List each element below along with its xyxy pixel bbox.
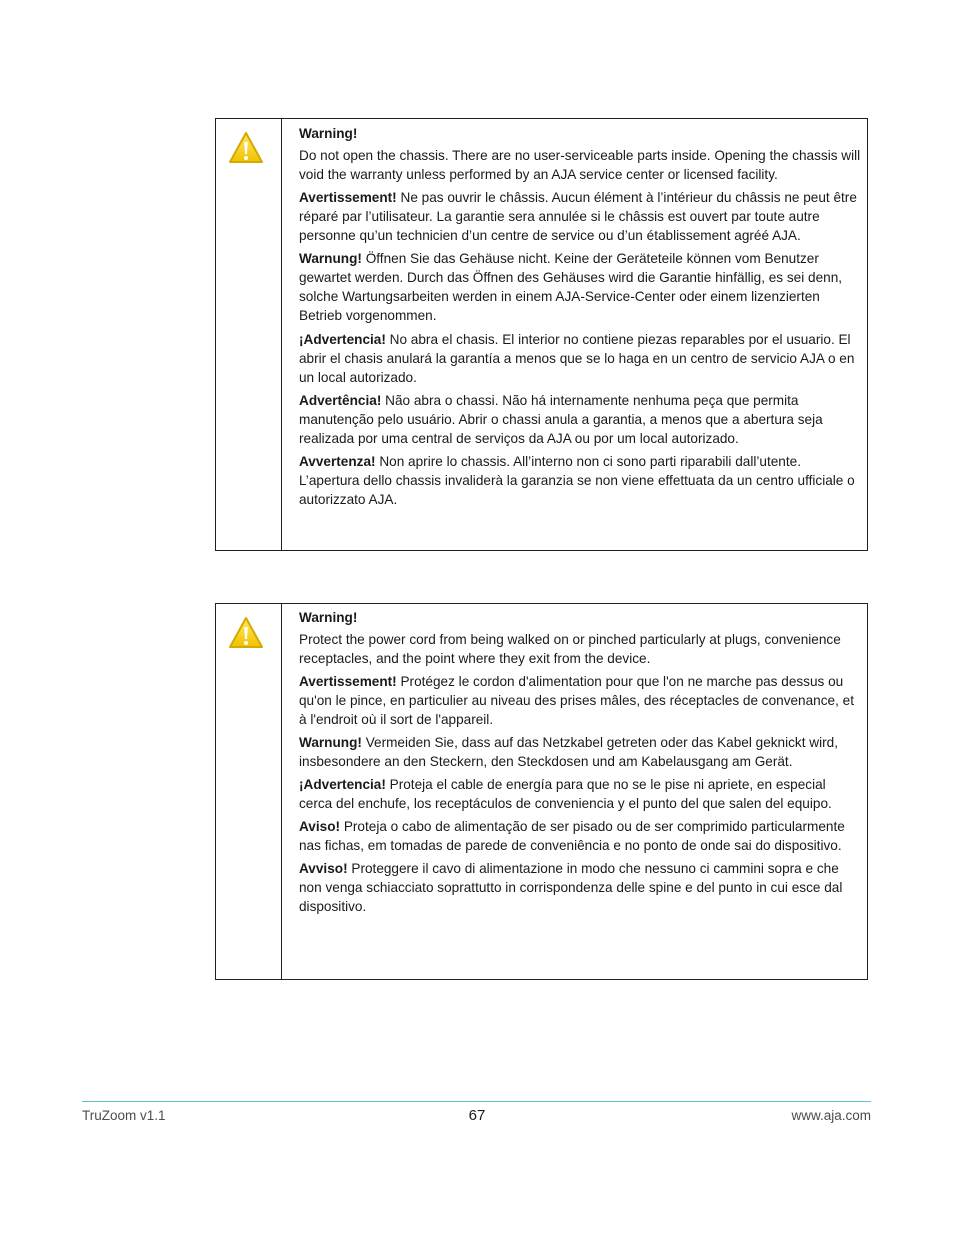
warning-german-paragraph — [299, 249, 861, 325]
footer-product-name: TruZoom v1.1 — [82, 1108, 166, 1123]
warning-german-text: Vermeiden Sie, dass auf das Netzkabel getreten oder das Kabel geknickt wird, insbesondere an den Steckern, den Steckdosen und am Kabelausgang am Gerät. — [299, 734, 838, 769]
warning-text-cell — [282, 119, 867, 550]
warning-portuguese-text: Proteja o cabo de alimentação de ser pisado ou de ser comprimido particularmente nas fichas, em tomadas de parede de conveniência e no ponto de onde sai do dispositivo. — [299, 818, 845, 853]
warning-spanish-paragraph — [299, 330, 861, 387]
warning-icon-cell — [216, 119, 282, 550]
warning-text-cell — [282, 604, 867, 979]
footer-divider — [82, 1101, 871, 1102]
warning-box-chassis — [215, 118, 868, 551]
warning-portuguese-paragraph — [299, 391, 861, 448]
warning-german-label: Warnung! — [299, 251, 362, 267]
warning-italian-label: Avviso! — [299, 860, 348, 876]
footer-page-number: 67 — [468, 1107, 486, 1124]
warning-italian-text: Non aprire lo chassis. All’interno non ci sono parti riparabili dall’utente. L’apertura dello chassis invaliderà la garanzia se non viene effettuata da un centro ufficiale o autorizzato AJA. — [299, 453, 855, 507]
warning-italian-paragraph — [299, 452, 861, 509]
warning-heading: Warning! — [299, 610, 358, 625]
warning-portuguese-label: Aviso! — [299, 818, 341, 834]
warning-german-text: Öffnen Sie das Gehäuse nicht. Keine der Geräteteile können vom Benutzer gewartet werden. Durch das Öffnen des Gehäuses wird die Garantie hinfällig, es sei denn, solche Wartungsarbeiten werden in einem AJA-Service-Center oder einem lizenzierten Betrieb vorgenommen. — [299, 251, 843, 324]
warning-spanish-paragraph — [299, 776, 861, 814]
warning-triangle-icon — [228, 131, 264, 164]
warning-spanish-label: ¡Advertencia! — [299, 331, 386, 347]
warning-spanish-text: Proteja el cable de energía para que no se le pise ni apriete, en especial cerca del enchufe, los receptáculos de conveniencia y el punto del que salen del equipo. — [299, 776, 832, 811]
warning-french-label: Avertissement! — [299, 190, 397, 206]
warning-french-paragraph — [299, 673, 861, 730]
footer-website-link[interactable]: www.aja.com — [791, 1108, 871, 1123]
warning-italian-text: Proteggere il cavo di alimentazione in modo che nessuno ci cammini sopra e che non venga schiacciato soprattutto in corrispondenza delle spine e del punto in cui esce dal dispositivo. — [299, 860, 843, 914]
warning-english-text: Protect the power cord from being walked on or pinched particularly at plugs, convenience receptacles, and the point where they exit from the device. — [299, 631, 841, 666]
warning-french-label: Avertissement! — [299, 673, 397, 689]
warning-english-text: Do not open the chassis. There are no user-serviceable parts inside. Opening the chassis will void the warranty unless performed by an AJA service center or licensed facility. — [299, 148, 861, 182]
warning-box-power-cord — [215, 603, 868, 980]
warning-german-label: Warnung! — [299, 734, 362, 750]
warning-portuguese-paragraph — [299, 818, 861, 856]
warning-heading: Warning! — [299, 126, 358, 141]
warning-portuguese-text: Não abra o chassi. Não há internamente nenhuma peça que permita manutenção pelo usuário. Abrir o chassi anula a garantia, a menos que a abertura seja realizada por uma central de serviços da AJA ou por um local autorizado. — [299, 392, 823, 446]
warning-spanish-text: No abra el chasis. El interior no contiene piezas reparables por el usuario. El abrir el chasis anulará la garantía a menos que se lo haga en un centro de servicio AJA o en un local autorizado. — [299, 331, 855, 385]
warning-french-text: Protégez le cordon d'alimentation pour que l'on ne marche pas dessus ou qu'on le pince, en particulier au niveau des prises mâles, des réceptacles de convenance, et à l'endroit où il sort de l'appareil. — [299, 673, 854, 727]
warning-icon-cell — [216, 604, 282, 979]
warning-french-paragraph — [299, 188, 861, 245]
warning-german-paragraph — [299, 734, 861, 772]
warning-triangle-icon — [228, 616, 264, 649]
warning-spanish-label: ¡Advertencia! — [299, 776, 386, 792]
warning-french-text: Ne pas ouvrir le châssis. Aucun élément à l’intérieur du châssis ne peut être réparé par l’utilisateur. La garantie sera annulée si le châssis est ouvert par toute autre personne qu’un technicien d’un centre de service ou d’un établissement agréé AJA. — [299, 190, 857, 244]
warning-italian-label: Avvertenza! — [299, 453, 376, 469]
warning-italian-paragraph — [299, 860, 861, 917]
warning-portuguese-label: Advertência! — [299, 392, 382, 408]
